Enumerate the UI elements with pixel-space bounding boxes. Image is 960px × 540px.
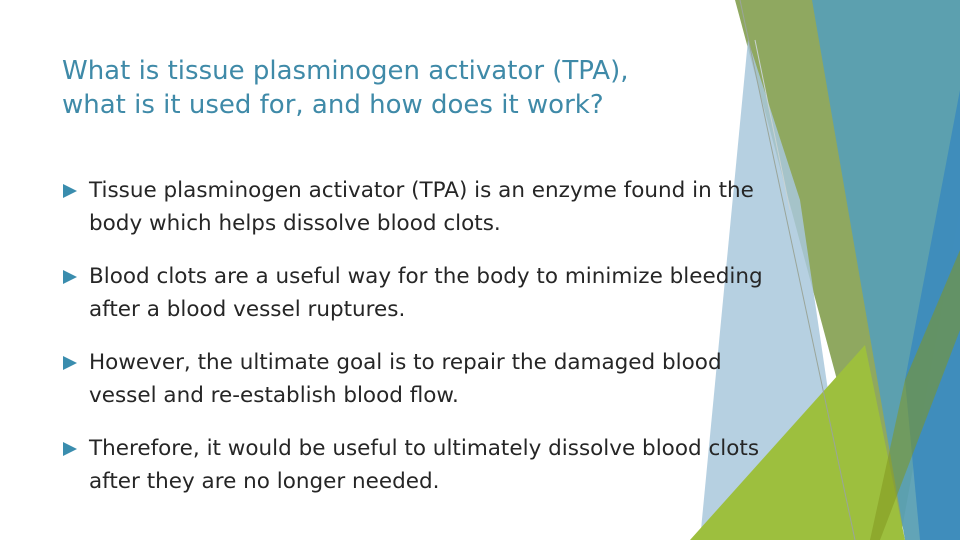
bullet-text: However, the ultimate goal is to repair the damaged blood vessel and re-establish blood flow. (89, 350, 722, 408)
bullet-item (62, 346, 782, 412)
slide-title: What is tissue plasminogen activator (TPA), what is it used for, and how does it work? (62, 56, 629, 120)
triangle-bullet-icon (63, 184, 77, 198)
bullet-list (62, 174, 782, 518)
bullet-text: Blood clots are a useful way for the body to minimize bleeding after a blood vessel ruptures. (89, 264, 763, 322)
triangle-bullet-icon (63, 270, 77, 284)
bullet-item (62, 432, 782, 498)
triangle-bullet-icon (63, 442, 77, 456)
bullet-text: Tissue plasminogen activator (TPA) is an enzyme found in the body which helps dissolve blood clots. (89, 178, 754, 236)
bullet-item (62, 260, 782, 326)
bullet-text: Therefore, it would be useful to ultimately dissolve blood clots after they are no longer needed. (89, 436, 760, 494)
triangle-bullet-icon (63, 356, 77, 370)
bullet-item (62, 174, 782, 240)
